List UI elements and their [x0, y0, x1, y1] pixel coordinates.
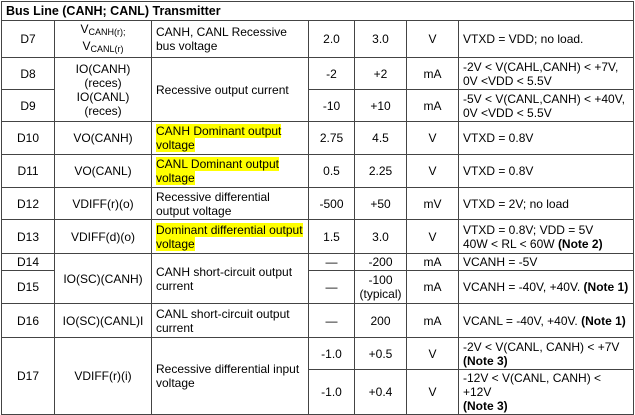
- param-id: D11: [2, 155, 55, 188]
- max-value: -200: [355, 254, 407, 271]
- min-value: -500: [309, 188, 355, 220]
- param-id: D10: [2, 122, 55, 155]
- parameter: Recessive output current: [152, 58, 309, 122]
- table-row: [2, 254, 634, 271]
- symbol: VDIFF(d)(o): [55, 220, 152, 254]
- conditions: VTXD = 0.8V: [459, 155, 634, 188]
- symbol: IO(SC)(CANL)I: [55, 304, 152, 338]
- max-value: +2: [355, 58, 407, 90]
- condition-line: -5V < V(CANL,CANH) < +40V,: [463, 91, 625, 106]
- table-row: [2, 21, 634, 58]
- parameter-cell: [152, 220, 309, 254]
- max-value: +0.5: [355, 338, 407, 370]
- unit: mV: [407, 188, 459, 220]
- condition-line: -12V < V(CANL, CANH) < +12V: [463, 371, 602, 399]
- parameter: CANH, CANL Recessive bus voltage: [152, 21, 309, 58]
- table-row: [2, 338, 634, 370]
- table-row: [2, 122, 634, 155]
- min-value: -2: [309, 58, 355, 90]
- min-value: 1.5: [309, 220, 355, 254]
- table-row: [2, 304, 634, 338]
- condition-line: VCANL = -40V, +40V.: [463, 313, 578, 328]
- condition-line: VTXD = 0.8V; VDD = 5V: [463, 222, 594, 237]
- condition-line: 0V <VDD < 5.5V: [463, 73, 552, 88]
- param-id: D12: [2, 188, 55, 220]
- parameter-cell: [152, 122, 309, 155]
- symbol: VO(CANL): [55, 155, 152, 188]
- note-ref: (Note 2): [557, 236, 603, 251]
- note-ref: (Note 3): [463, 399, 508, 413]
- symbol-text: V: [82, 39, 91, 53]
- symbol: IO(SC)(CANH): [55, 254, 152, 304]
- spec-table: [1, 1, 634, 415]
- parameter: Recessive differential output voltage: [152, 188, 309, 220]
- conditions: VTXD = 0.8V: [459, 122, 634, 155]
- max-value: 200: [355, 304, 407, 338]
- max-value-cell: [355, 271, 407, 304]
- param-id: D8: [2, 58, 55, 90]
- conditions: [459, 271, 634, 304]
- unit: mA: [407, 90, 459, 122]
- conditions: [459, 370, 634, 415]
- conditions: [459, 90, 634, 122]
- max-value: 4.5: [355, 122, 407, 155]
- unit: mA: [407, 254, 459, 271]
- parameter: CANL short-circuit output current: [152, 304, 309, 338]
- symbol-text: IO(CANH)(reces): [75, 61, 131, 90]
- table-row: [2, 188, 634, 220]
- unit: mA: [407, 271, 459, 304]
- conditions: [459, 58, 634, 90]
- min-value: —: [309, 271, 355, 304]
- param-id: D7: [2, 21, 55, 58]
- condition-line: VCANH = -40V, +40V.: [463, 280, 581, 294]
- note-ref: (Note 1): [581, 313, 626, 328]
- table-row: [2, 155, 634, 188]
- conditions: [459, 220, 634, 254]
- condition-line: -2V < V(CANL, CANH) < +7V: [463, 339, 620, 354]
- max-value: -100: [368, 273, 393, 287]
- param-id: D17: [2, 338, 55, 415]
- conditions: [459, 338, 634, 370]
- highlighted-parameter: CANL Dominant output voltage: [156, 157, 279, 185]
- min-value: -1.0: [309, 370, 355, 415]
- param-id: D13: [2, 220, 55, 254]
- table-row: [2, 58, 634, 90]
- note-ref: (Note 3): [463, 353, 508, 368]
- min-value: -1.0: [309, 338, 355, 370]
- symbol-subscript: CANH(r);: [88, 27, 126, 37]
- symbol-subscript: CANL(r): [90, 44, 124, 54]
- symbol: VO(CANH): [55, 122, 152, 155]
- max-value: +0.4: [355, 370, 407, 415]
- symbol-cell: [55, 21, 152, 58]
- conditions: VTXD = VDD; no load.: [459, 21, 634, 58]
- highlighted-parameter: CANH Dominant output voltage: [156, 124, 282, 152]
- min-value: —: [309, 254, 355, 271]
- unit: V: [407, 122, 459, 155]
- section-title: Bus Line (CANH; CANL) Transmitter: [2, 2, 634, 21]
- param-id: D14: [2, 254, 55, 271]
- max-value: +50: [355, 188, 407, 220]
- param-id: D15: [2, 271, 55, 304]
- max-qualifier: (typical): [359, 287, 402, 301]
- condition-line: 40W < RL < 60W: [463, 236, 555, 251]
- conditions: VCANH = -5V: [459, 254, 634, 271]
- max-value: +10: [355, 90, 407, 122]
- conditions: [459, 304, 634, 338]
- table-row: [2, 220, 634, 254]
- min-value: -10: [309, 90, 355, 122]
- unit: V: [407, 220, 459, 254]
- unit: mA: [407, 58, 459, 90]
- symbol-text: V: [80, 22, 89, 36]
- conditions: VTXD = 2V; no load: [459, 188, 634, 220]
- param-id: D16: [2, 304, 55, 338]
- parameter-cell: [152, 155, 309, 188]
- symbol: VDIFF(r)(o): [55, 188, 152, 220]
- unit: mA: [407, 304, 459, 338]
- min-value: 2.75: [309, 122, 355, 155]
- min-value: 2.0: [309, 21, 355, 58]
- parameter: CANH short-circuit output current: [152, 254, 309, 304]
- symbol: VDIFF(r)(i): [55, 338, 152, 415]
- unit: V: [407, 338, 459, 370]
- note-ref: (Note 1): [583, 280, 629, 294]
- max-value: 3.0: [355, 21, 407, 58]
- highlighted-parameter: Dominant differential output voltage: [156, 222, 303, 251]
- min-value: —: [309, 304, 355, 338]
- symbol-cell: [55, 58, 152, 122]
- max-value: 2.25: [355, 155, 407, 188]
- unit: V: [407, 370, 459, 415]
- min-value: 0.5: [309, 155, 355, 188]
- condition-line: 0V <VDD < 5.5V: [463, 105, 552, 120]
- parameter: Recessive differential input voltage: [152, 338, 309, 415]
- symbol-text: IO(CANL)(reces): [76, 89, 130, 118]
- max-value: 3.0: [355, 220, 407, 254]
- condition-line: -2V < V(CAHL,CANH) < +7V,: [463, 59, 619, 74]
- unit: V: [407, 155, 459, 188]
- param-id: D9: [2, 90, 55, 122]
- unit: V: [407, 21, 459, 58]
